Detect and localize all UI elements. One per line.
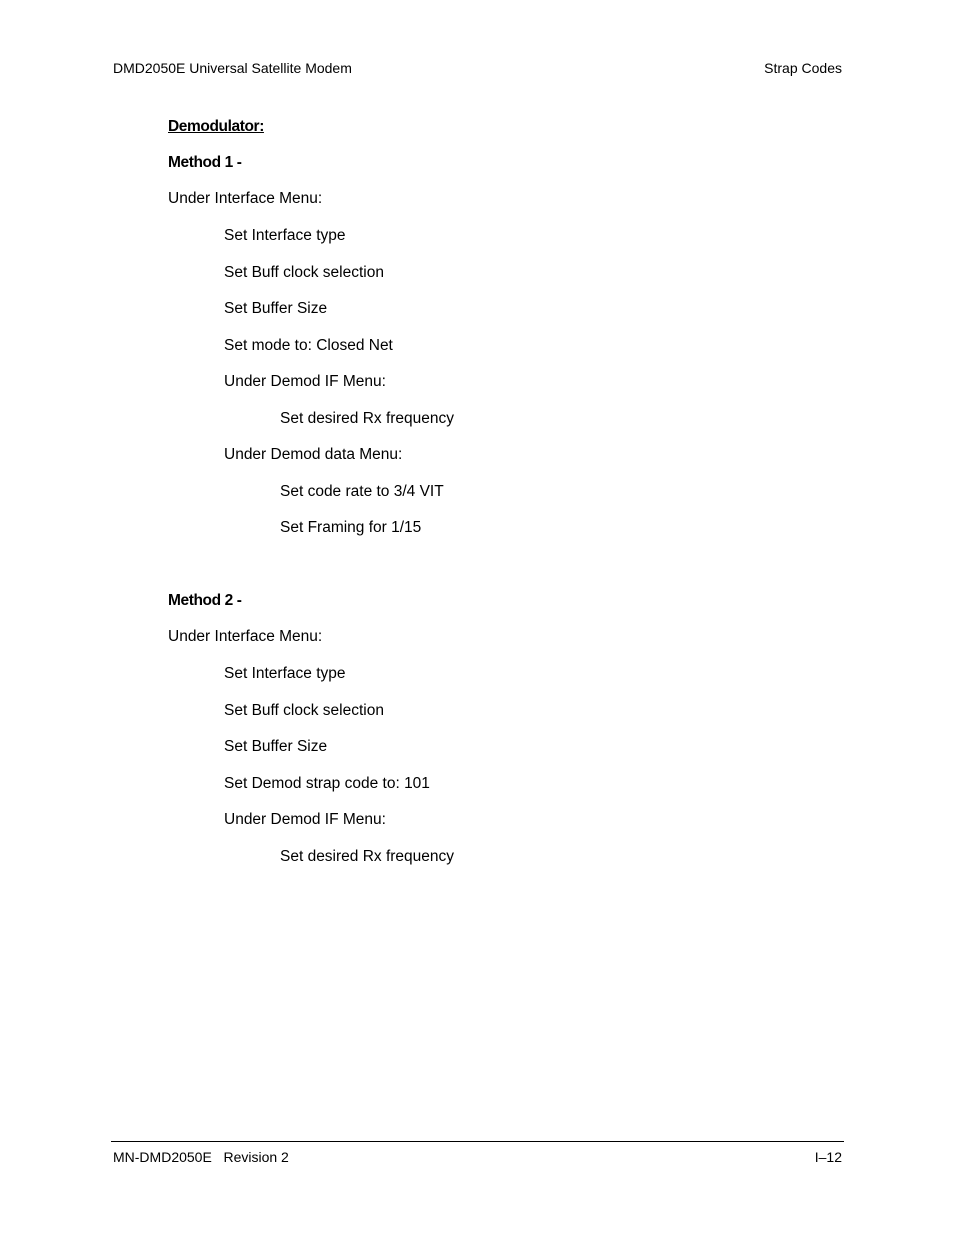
footer-divider: [111, 1141, 844, 1142]
method-2-interface-menu: Under Interface Menu:: [168, 628, 323, 645]
method-1-step: Set Buffer Size: [224, 300, 328, 317]
header-title: DMD2050E Universal Satellite Modem: [113, 60, 352, 76]
method-1-step: Set Interface type: [224, 227, 346, 244]
method-1-demod-if-step: Set desired Rx frequency: [280, 410, 455, 427]
section-heading: Demodulator:: [168, 118, 264, 135]
method-1-interface-menu: Under Interface Menu:: [168, 190, 323, 207]
method-2-demod-if-step: Set desired Rx frequency: [280, 848, 455, 865]
method-2-step: Set Demod strap code to: 101: [224, 775, 430, 792]
method-1-step: Set Buff clock selection: [224, 264, 384, 281]
method-1-title: Method 1 -: [168, 154, 242, 171]
method-2-step: Set Interface type: [224, 665, 346, 682]
method-2-demod-if-menu: Under Demod IF Menu:: [224, 811, 386, 828]
footer-page-number: I–12: [814, 1149, 842, 1165]
footer-doc-id: MN-DMD2050E Revision 2: [113, 1149, 289, 1165]
method-1-step: Set mode to: Closed Net: [224, 337, 393, 354]
method-1-demod-data-menu: Under Demod data Menu:: [224, 446, 403, 463]
method-1-demod-data-step: Set Framing for 1/15: [280, 519, 422, 536]
header-section: Strap Codes: [764, 60, 842, 76]
method-2-title: Method 2 -: [168, 592, 242, 609]
method-2-step: Set Buff clock selection: [224, 702, 384, 719]
method-1-demod-if-menu: Under Demod IF Menu:: [224, 373, 386, 390]
method-2-step: Set Buffer Size: [224, 738, 328, 755]
method-1-demod-data-step: Set code rate to 3/4 VIT: [280, 483, 444, 500]
